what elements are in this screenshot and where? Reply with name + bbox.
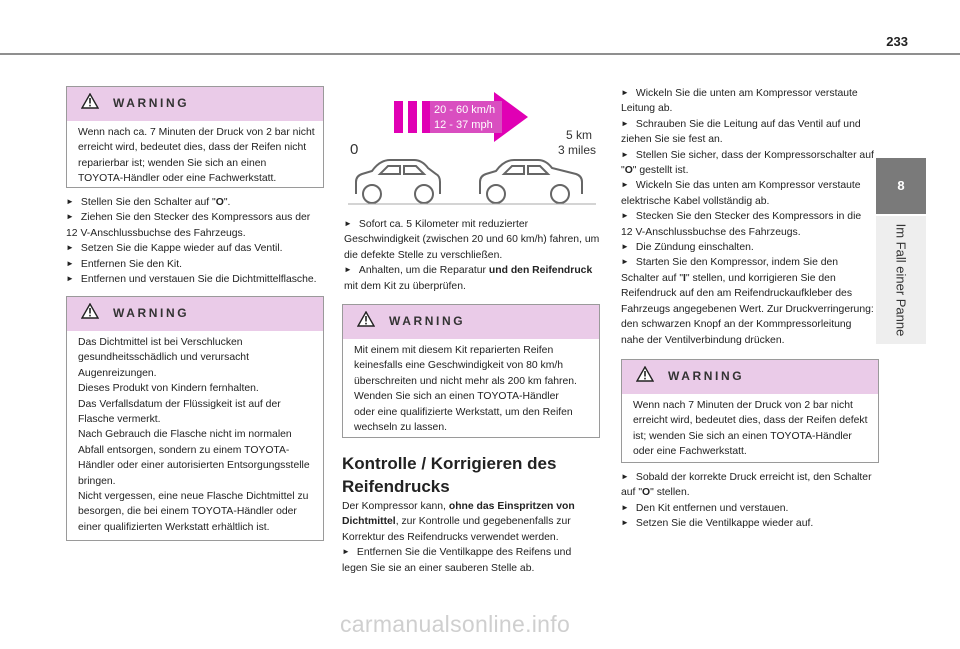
start-label: 0 [350,141,359,158]
text-line: Dieses Produkt von Kindern fernhalten. [78,383,259,395]
steps-list-1 [66,195,328,287]
steps-list-3 [621,86,883,348]
warning-box-4 [621,359,879,463]
list-item-continuation: auf "O" stellen. [621,487,690,499]
text-line: erreicht wird, bedeutet dies, dass der Reifen nicht [78,142,307,154]
list-item-continuation: legen Sie sie an einer sauberen Stelle ab. [342,562,535,574]
list-item: ► Die Zündung einschalten. [621,240,883,255]
watermark: carmanualsonline.info [340,611,571,637]
list-item-continuation: ziehen Sie sie fest an. [621,134,723,146]
heading-line: Reifendrucks [342,477,450,496]
list-item: ► Schrauben Sie die Leitung auf das Ventil auf und [621,117,883,132]
chapter-title: Im Fall einer Panne [893,223,909,337]
text-line: einer qualifizierten Werkstatt erhältlich ist. [78,521,270,533]
text-line: ist; wenden Sie sich an einen TOYOTA-Händler [633,430,852,442]
warning-text [622,394,878,466]
warning-text [67,121,323,193]
text-line: Wenden Sie sich an einen TOYOTA-Händler [354,391,559,403]
text-line: überschreiten und nicht mehr als 200 km fahren. [354,375,577,387]
header-rule [0,53,960,55]
chapter-tab[interactable]: 8 [876,158,926,214]
speed-kmh-label: 20 - 60 km/h [434,104,496,116]
text-line: Wenn nach 7 Minuten der Druck von 2 bar nicht [633,400,853,411]
text-line: Dichtmittel, zur Kontrolle und gegebenenfalls zur [342,516,571,528]
warning-triangle-icon [81,303,99,319]
warning-box-3 [342,304,600,438]
text-line: Augenreizungen. [78,367,157,379]
text-line: Wenn nach ca. 7 Minuten der Druck von 2 bar nicht [78,127,315,138]
text-line: Das Verfallsdatum der Flüssigkeit ist auf der [78,398,281,410]
speed-mph-label: 12 - 37 mph [434,119,493,131]
distance-miles-label: 3 miles [558,143,597,157]
list-item-continuation: elektrische Kabel vollständig ab. [621,195,770,207]
warning-title: WARNING [113,96,190,110]
list-item: ► Anhalten, um die Reparatur und den Reifendruck [344,263,606,278]
list-item: ► Sobald der korrekte Druck erreicht ist, den Schalter [621,470,883,485]
chapter-side-title [876,216,926,344]
list-item: ► Wickeln Sie die unten am Kompressor verstaute [621,86,883,101]
text-line: gesundheitsschädlich und verursacht [78,352,249,364]
list-item-continuation: Reifendruck auf den am Reifendruckaufkleber des [621,288,853,300]
list-item: ► Wickeln Sie das unten am Kompressor verstaute [621,178,883,193]
speed-stripe [408,101,417,133]
list-item: ► Starten Sie den Kompressor, indem Sie den [621,255,883,270]
warning-text [67,331,323,541]
list-item: ► Den Kit entfernen und verstauen. [621,501,883,516]
text-line: Korrektur des Reifendrucks verwendet werden. [342,531,559,543]
warning-triangle-icon [81,93,99,109]
heading-line: Kontrolle / Korrigieren des [342,454,557,473]
section-heading [342,452,604,498]
driving-illustration [344,88,600,206]
list-item-continuation: Schalter auf "I" stellen, und korrigieren Sie den [621,272,836,284]
warning-triangle-icon [636,366,654,382]
list-item: ► Stecken Sie den Stecker des Kompressors in die [621,209,883,224]
list-item: ► Entfernen und verstauen Sie die Dichtmittelflasche. [66,272,328,287]
warning-triangle-icon [357,311,375,327]
list-item-continuation: 12 V-Anschlussbuchse des Fahrzeugs. [621,226,801,238]
text-line: Nicht vergessen, eine neue Flasche Dichtmittel zu [78,491,309,503]
list-item-continuation: Leitung ab. [621,103,673,115]
car-end-icon [480,160,582,203]
list-item-continuation: die defekte Stelle zu verschließen. [344,249,503,261]
warning-title: WARNING [389,314,466,328]
text-line: bringen. [78,475,116,487]
list-item-continuation: 12 V-Anschlussbuchse des Fahrzeugs. [66,227,246,239]
warning-title: WARNING [668,369,745,383]
list-item: ► Entfernen Sie die Ventilkappe des Reifens und [342,545,604,560]
text-line: Das Dichtmittel ist bei Verschlucken [78,337,243,348]
list-item: ► Stellen Sie sicher, dass der Kompressorschalter auf [621,148,883,163]
text-line: Mit einem mit diesem Kit reparierten Reifen [354,345,554,356]
warning-box-2 [66,296,324,541]
car-start-icon [356,160,440,203]
list-item-continuation: den schwarzen Knopf an der Kommpressorleitung [621,319,852,331]
list-item-continuation: Fahrzeugs angegebenen Wert. Zur Druckverringerung: [621,303,874,315]
text-line: Abfall entsorgen, sondern zu einem TOYOTA- [78,444,290,456]
list-item: ► Ziehen Sie den Stecker des Kompressors aus der [66,210,328,225]
text-line: besorgen, die bei einem TOYOTA-Händler oder [78,506,297,518]
text-line: keinesfalls eine Geschwindigkeit von 80 km/h [354,360,564,372]
list-item-continuation: mit dem Kit zu überprüfen. [344,280,466,292]
text-line: Der Kompressor kann, ohne das Einspritzen von [342,501,575,512]
page-number: 233 [886,34,908,49]
text-line: erreicht wird, bedeutet dies, dass der Reifen defekt [633,415,868,427]
text-line: Flasche vermerkt. [78,414,161,426]
driving-instructions [344,217,606,294]
warning-header [67,87,323,121]
text-line: reparierbar ist; wenden Sie sich an einen [78,157,267,169]
list-item: ► Entfernen Sie den Kit. [66,257,328,272]
text-line: oder eine Fachwerkstatt. [633,446,747,458]
warning-header [622,360,878,394]
text-line: oder eine qualifizierte Werkstatt, um den Reifen [354,406,573,418]
list-item-continuation: nahe der Ventilverbindung drücken. [621,334,785,346]
warning-text [343,339,599,441]
text-line: Nach Gebrauch die Flasche nicht im normalen [78,429,292,441]
list-item: ► Stellen Sie den Schalter auf "O". [66,195,328,210]
warning-box-1 [66,86,324,188]
final-steps [621,470,883,532]
list-item-continuation: "O" gestellt ist. [621,165,689,177]
list-item: ► Setzen Sie die Kappe wieder auf das Ventil. [66,241,328,256]
text-line: Händler oder einer autorisierten Entsorgungsstelle [78,460,310,472]
section-intro [342,499,604,576]
speed-stripe [394,101,403,133]
list-item: ► Setzen Sie die Ventilkappe wieder auf. [621,516,883,531]
text-line: wechseln zu lassen. [354,422,447,434]
warning-header [343,305,599,339]
distance-km-label: 5 km [566,128,593,142]
text-line: TOYOTA-Händler oder eine Fachwerkstatt. [78,173,277,185]
list-item-continuation: Geschwindigkeit (zwischen 20 und 60 km/h) fahren, um [344,234,600,246]
warning-title: WARNING [113,306,190,320]
speed-stripe [422,101,431,133]
warning-header [67,297,323,331]
list-item: ► Sofort ca. 5 Kilometer mit reduzierter [344,217,606,232]
